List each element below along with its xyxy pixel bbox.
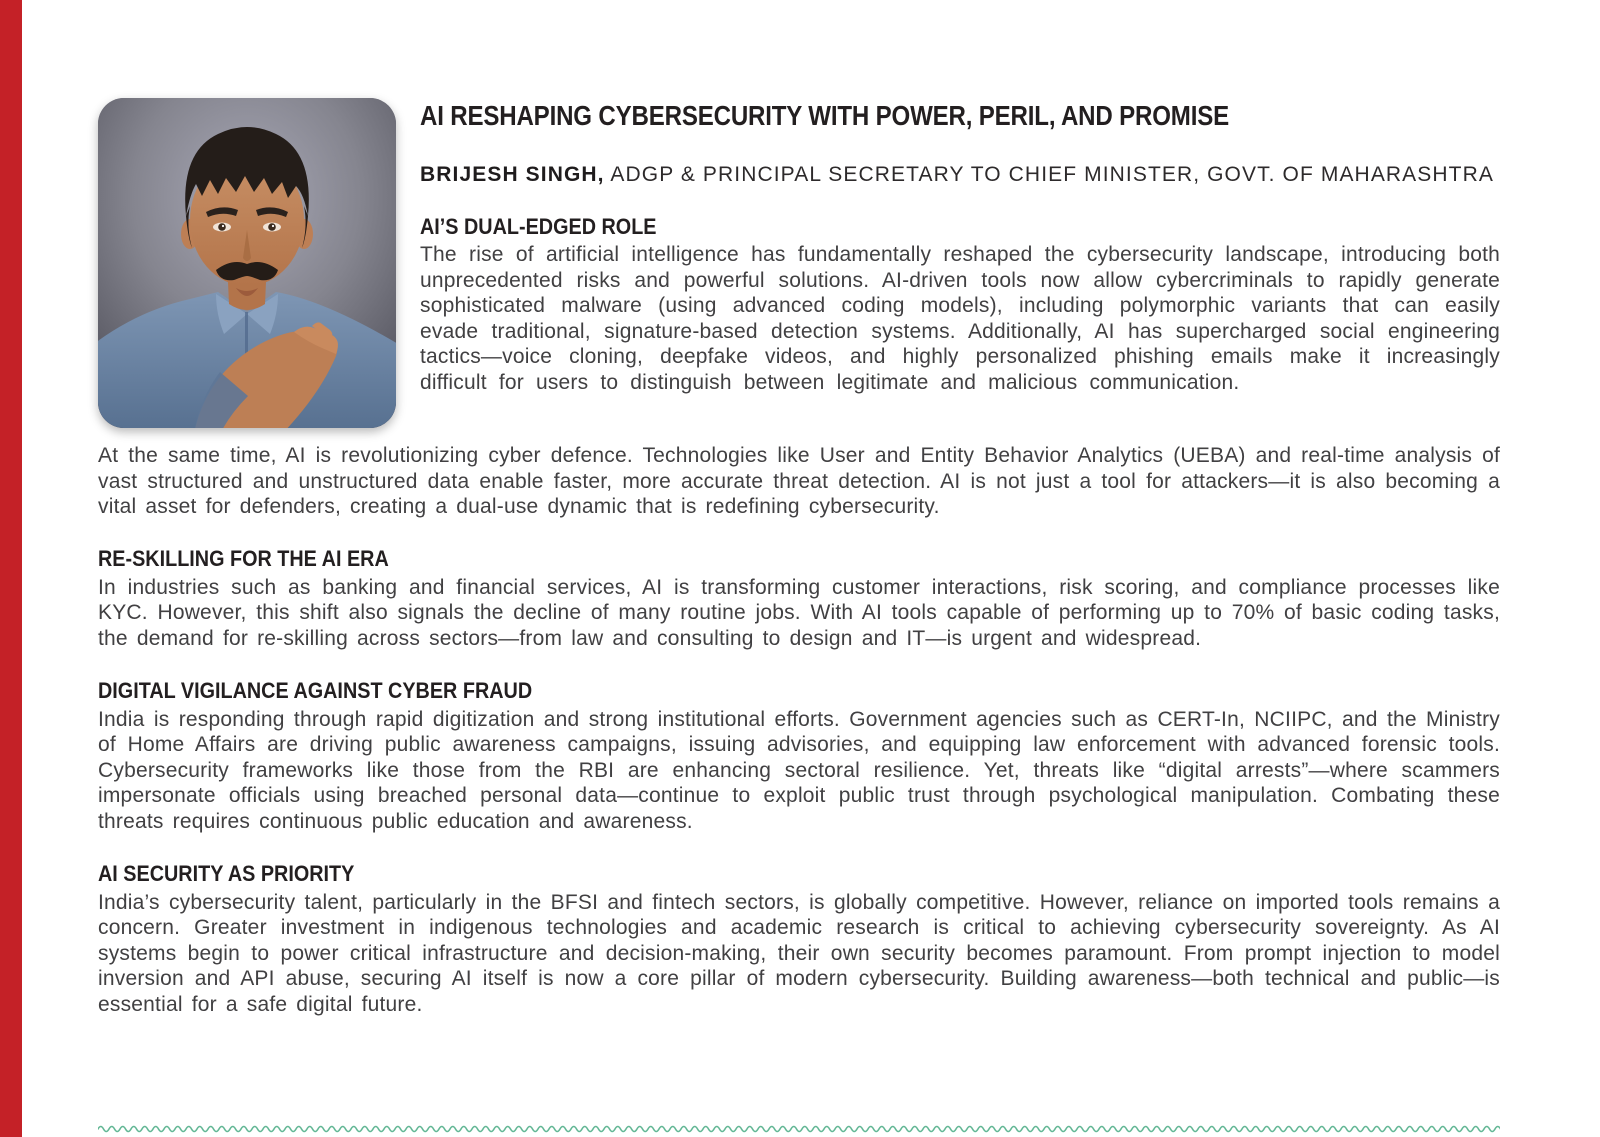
portrait-photo-art bbox=[98, 98, 396, 428]
section-digital-vigilance bbox=[98, 678, 1500, 835]
article bbox=[98, 98, 1500, 1018]
section-ai-security bbox=[98, 861, 1500, 1018]
section-paragraph-ai-security: India’s cybersecurity talent, particularly in the BFSI and fintech sectors, is globally competitive. However, reliance on imported tools remains a concern. Greater investment in indigenous technologies and academic research is critical to achieving cybersecurity sovereignty. As AI systems begin to power critical infrastructure and decision-making, their own security becomes paramount. From prompt injection to model inversion and API abuse, securing AI itself is now a core pillar of modern cybersecurity. Building awareness—both technical and public—is essential for a safe digital future. bbox=[98, 890, 1500, 1016]
lead-text-column bbox=[420, 98, 1500, 428]
page-title: AI RESHAPING CYBERSECURITY WITH POWER, PERIL, AND PROMISE bbox=[420, 100, 1229, 131]
lead-paragraph: The rise of artificial intelligence has fundamentally reshaped the cybersecurity landscape, introducing both unprecedented risks and powerful solutions. AI-driven tools now allow cybercriminals to rapidly generate sophisticated malware (using advanced coding models), including polymorphic variants that can easily evade traditional, signature-based detection systems. Additionally, AI has supercharged social engineering tactics—voice cloning, deepfake videos, and highly personalized phishing emails make it increasingly difficult for users to distinguish between legitimate and malicious communication. bbox=[420, 243, 1500, 394]
section-heading-dual-edged-role: AI’S DUAL-EDGED ROLE bbox=[420, 214, 657, 239]
section-heading-ai-security: AI SECURITY AS PRIORITY bbox=[98, 860, 355, 886]
section-heading-digital-vigilance: DIGITAL VIGILANCE AGAINST CYBER FRAUD bbox=[98, 677, 533, 703]
byline bbox=[420, 163, 1500, 187]
section-heading-reskilling: RE-SKILLING FOR THE AI ERA bbox=[98, 545, 389, 571]
section-paragraph-digital-vigilance: India is responding through rapid digitization and strong institutional efforts. Government agencies such as CERT-In, NCIIPC, and the Ministry of Home Affairs are driving public awareness campaigns, issuing advisories, and equipping law enforcement with advanced forensic tools. Cybersecurity frameworks like those from the RBI are enhancing sectoral resilience. Yet, threats like “digital arrests”—where scammers impersonate officials using breached personal data—continue to exploit public trust through psychological manipulation. Combating these threats requires continuous public education and awareness. bbox=[98, 707, 1500, 833]
byline-author: BRIJESH SINGH, bbox=[420, 163, 605, 186]
lead-continuation-paragraph: At the same time, AI is revolutionizing cyber defence. Technologies like User and Entity Behavior Analytics (UEBA) and real-time analysis of vast structured and unstructured data enable faster, more accurate threat detection. AI is not just a tool for attackers—it is also becoming a vital asset for defenders, creating a dual-use dynamic that is redefining cybersecurity. bbox=[98, 444, 1500, 519]
wave-divider-path bbox=[98, 1127, 1500, 1132]
byline-role: ADGP & PRINCIPAL SECRETARY TO CHIEF MINISTER, GOVT. OF MAHARASHTRA bbox=[604, 163, 1494, 186]
section-paragraph-reskilling: In industries such as banking and financial services, AI is transforming customer interactions, risk scoring, and compliance processes like KYC. However, this shift also signals the decline of many routine jobs. With AI tools capable of performing up to 70% of basic coding tasks, the demand for re-skilling across sectors—from law and consulting to design and IT—is urgent and widespread. bbox=[98, 575, 1500, 650]
lead-section bbox=[98, 98, 1500, 428]
wave-divider bbox=[98, 1122, 1500, 1135]
portrait-photo bbox=[98, 98, 396, 428]
section-reskilling bbox=[98, 546, 1500, 652]
red-spine-bar bbox=[0, 0, 22, 1137]
